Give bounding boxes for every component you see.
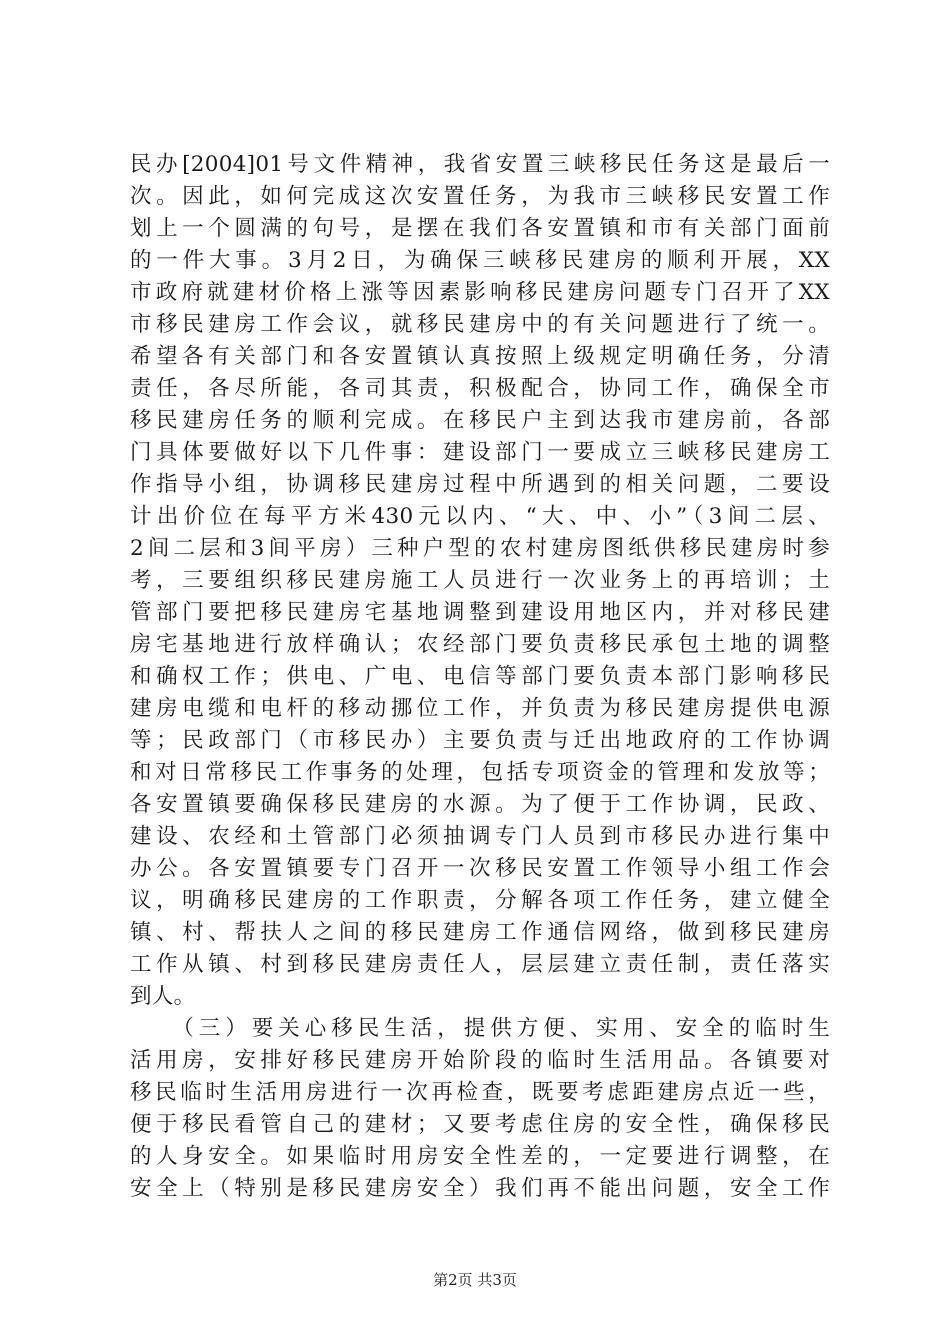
text-line: 办公。各安置镇要专门召开一次移民安置工作领导小组工作会 xyxy=(130,856,830,881)
text-line: 管部门要把移民建房宅基地调整到建设用地区内，并对移民建 xyxy=(130,600,830,625)
text-line: 镇、村、帮扶人之间的移民建房工作通信网络，做到移民建房 xyxy=(130,920,830,945)
text-line: 各安置镇要确保移民建房的水源。为了便于工作协调，民政、 xyxy=(130,792,830,817)
page-footer: 第2页 共3页 xyxy=(433,1271,517,1289)
text-line: 安全上（特别是移民建房安全）我们再不能出问题，安全工作 xyxy=(130,1176,830,1201)
text-line: 工作从镇、村到移民建房责任人，层层建立责任制，责任落实 xyxy=(130,952,830,977)
text-line: 门具体要做好以下几件事：建设部门一要成立三峡移民建房工 xyxy=(130,440,830,465)
text-line: 2间二层和3间平房）三种户型的农村建房图纸供移民建房时参 xyxy=(130,536,830,561)
text-line: 的人身安全。如果临时用房安全性差的，一定要进行调整，在 xyxy=(130,1144,830,1169)
text-line: 市政府就建材价格上涨等因素影响移民建房问题专门召开了XX xyxy=(130,280,830,305)
text-line: 房宅基地进行放样确认；农经部门要负责移民承包土地的调整 xyxy=(130,632,830,657)
text-line: 到人。 xyxy=(130,984,196,1009)
text-line: 移民建房任务的顺利完成。在移民户主到达我市建房前，各部 xyxy=(130,408,830,433)
text-line: 和对日常移民工作事务的处理，包括专项资金的管理和发放等； xyxy=(130,760,830,785)
text-line: 民办[2004]01号文件精神，我省安置三峡移民任务这是最后一 xyxy=(130,152,830,177)
text-line: 便于移民看管自己的建材；又要考虑住房的安全性，确保移民 xyxy=(130,1112,830,1137)
text-line: 等；民政部门（市移民办）主要负责与迁出地政府的工作协调 xyxy=(130,728,830,753)
text-line: 移民临时生活用房进行一次再检查，既要考虑距建房点近一些， xyxy=(130,1080,830,1105)
text-line: 责任，各尽所能，各司其责，积极配合，协同工作，确保全市 xyxy=(130,376,830,401)
text-line: 建房电缆和电杆的移动挪位工作，并负责为移民建房提供电源 xyxy=(130,696,830,721)
text-line: 次。因此，如何完成这次安置任务，为我市三峡移民安置工作 xyxy=(130,184,830,209)
text-line: 建设、农经和土管部门必须抽调专门人员到市移民办进行集中 xyxy=(130,824,830,849)
text-line: 活用房，安排好移民建房开始阶段的临时生活用品。各镇要对 xyxy=(130,1048,830,1073)
text-line: （三）要关心移民生活，提供方便、实用、安全的临时生 xyxy=(130,1016,830,1041)
text-line: 考，三要组织移民建房施工人员进行一次业务上的再培训；土 xyxy=(130,568,830,593)
text-line: 划上一个圆满的句号，是摆在我们各安置镇和市有关部门面前 xyxy=(130,216,830,241)
text-line: 计出价位在每平方米430元以内、“大、中、小”（3间二层、 xyxy=(130,504,830,529)
document-body xyxy=(130,149,830,1205)
text-line: 希望各有关部门和各安置镇认真按照上级规定明确任务，分清 xyxy=(130,344,830,369)
text-line: 市移民建房工作会议，就移民建房中的有关问题进行了统一。 xyxy=(130,312,830,337)
text-line: 议，明确移民建房的工作职责，分解各项工作任务，建立健全 xyxy=(130,888,830,913)
text-line: 作指导小组，协调移民建房过程中所遇到的相关问题，二要设 xyxy=(130,472,830,497)
text-line: 和确权工作；供电、广电、电信等部门要负责本部门影响移民 xyxy=(130,664,830,689)
text-line: 的一件大事。3月2日，为确保三峡移民建房的顺利开展，XX xyxy=(130,248,830,273)
